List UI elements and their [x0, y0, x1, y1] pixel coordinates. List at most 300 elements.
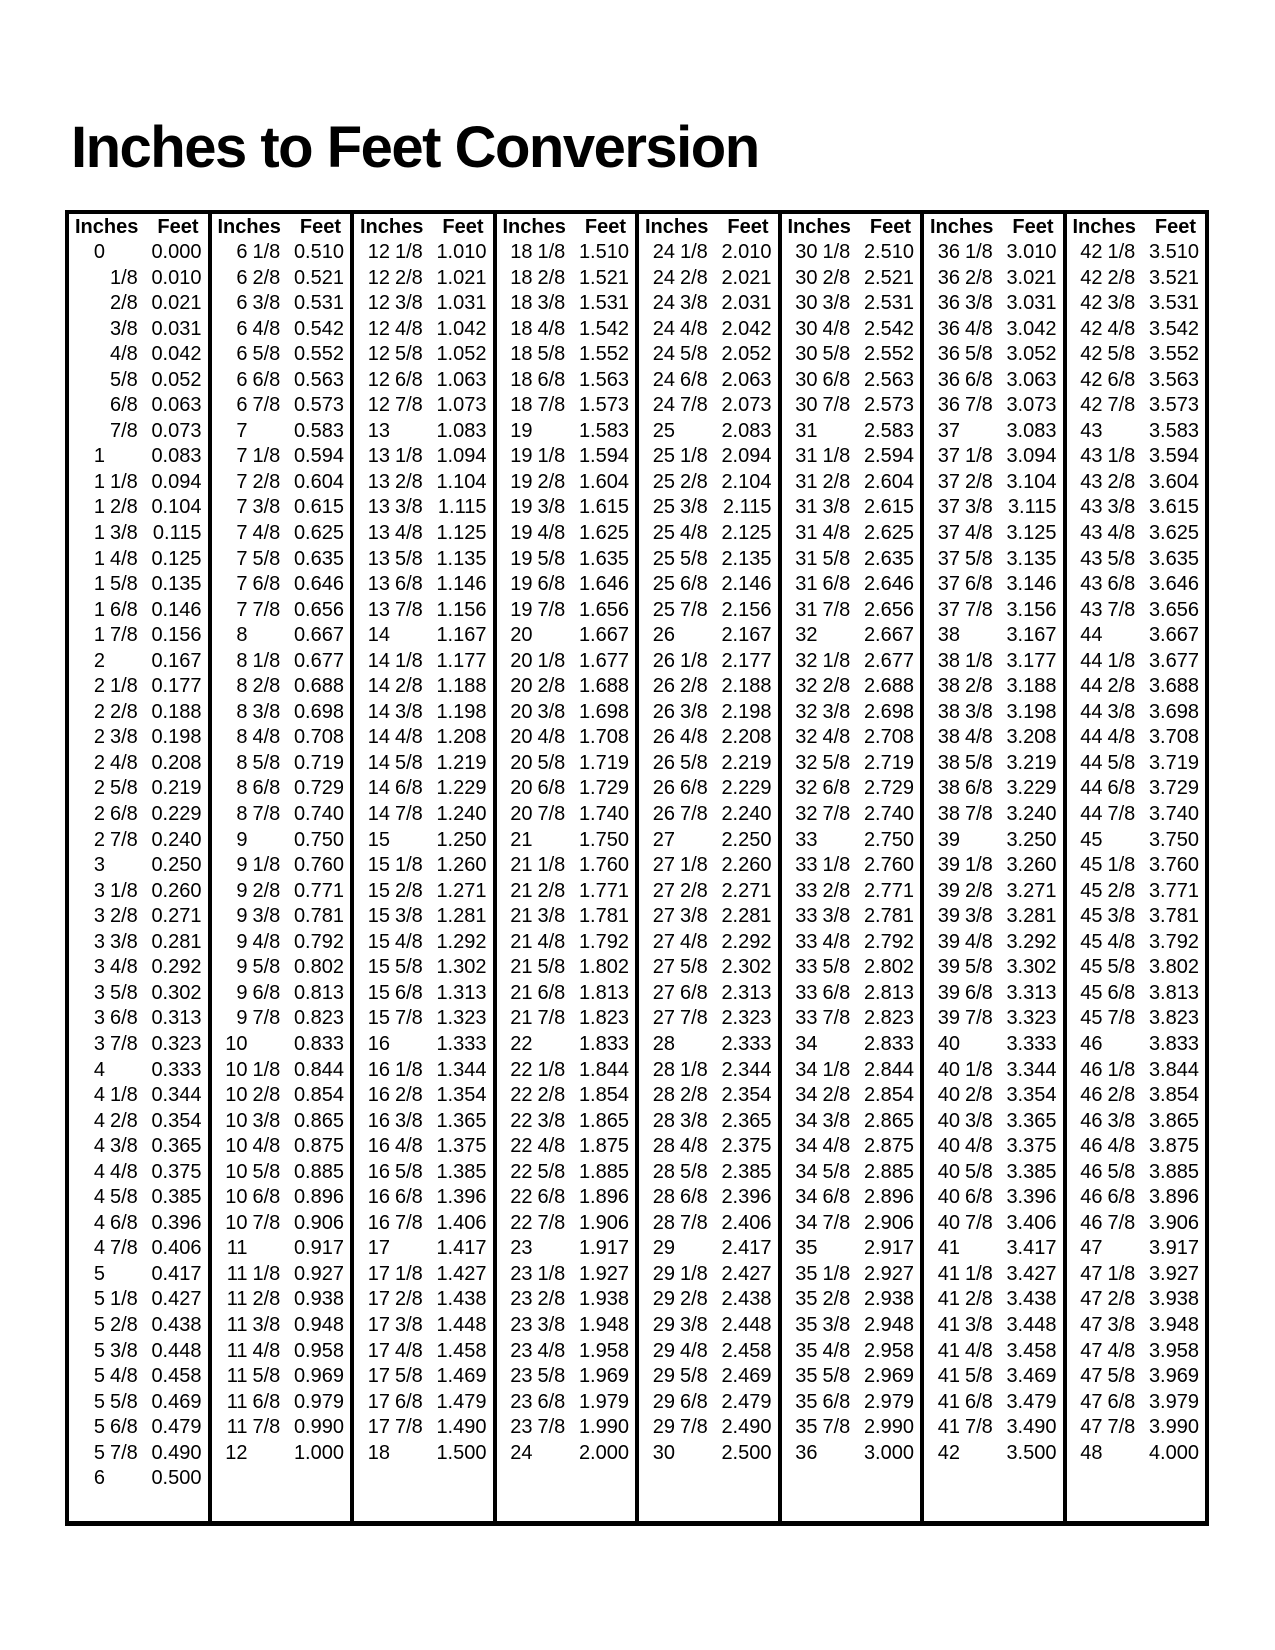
- table-row: [212, 1134, 351, 1160]
- table-row: [639, 1160, 778, 1186]
- inches-fraction-cell: 1/8: [537, 445, 566, 468]
- inches-fraction-cell: 4/8: [110, 1160, 138, 1183]
- inches-fraction-cell: 5/8: [822, 343, 851, 366]
- inches-whole-cell: 34: [795, 1135, 818, 1158]
- table-row: [69, 266, 208, 292]
- table-row: [924, 240, 1063, 266]
- feet-cell: 1.542: [578, 317, 629, 340]
- feet-cell: 3.510: [1148, 241, 1199, 263]
- inches-fraction-cell: 2/8: [1107, 1084, 1136, 1107]
- feet-cell: 3.656: [1148, 598, 1199, 621]
- feet-cell: 3.760: [1148, 854, 1199, 877]
- table-row: [212, 879, 351, 905]
- inches-fraction-cell: 6/8: [822, 368, 851, 391]
- inches-whole-cell: 13: [367, 445, 390, 468]
- feet-cell: 2.052: [721, 343, 772, 366]
- inches-whole-cell: 4: [93, 1186, 105, 1209]
- inches-fraction-cell: 3/8: [1107, 700, 1136, 723]
- table-row: [924, 1185, 1063, 1211]
- feet-cell: 1.854: [578, 1084, 629, 1107]
- inches-whole-cell: 10: [225, 1211, 248, 1234]
- feet-header: Feet: [157, 216, 199, 238]
- table-row: [212, 495, 351, 521]
- inches-whole-cell: 18: [510, 292, 533, 315]
- inches-fraction-cell: 2/8: [110, 905, 138, 928]
- table-row: [639, 1364, 778, 1390]
- table-row: [639, 444, 778, 470]
- table-row: [354, 266, 493, 292]
- inches-whole-cell: 20: [510, 700, 533, 723]
- inches-whole-cell: 42: [1080, 368, 1103, 391]
- inches-whole-cell: 19: [510, 573, 533, 596]
- table-row: [354, 1083, 493, 1109]
- inches-whole-cell: 11: [226, 1288, 248, 1311]
- table-row: [639, 802, 778, 828]
- inches-fraction-cell: 7/8: [965, 1007, 993, 1030]
- inches-whole-cell: 21: [510, 1007, 533, 1030]
- inches-fraction-cell: 3/8: [537, 496, 566, 519]
- feet-cell: 0.615: [293, 496, 344, 519]
- inches-whole-cell: 11: [226, 1416, 248, 1439]
- inches-fraction-cell: 2/8: [680, 675, 708, 698]
- table-row: [212, 393, 351, 419]
- feet-cell: 3.260: [1006, 854, 1057, 877]
- inches-fraction-cell: 6/8: [965, 981, 993, 1004]
- feet-cell: 1.458: [436, 1339, 487, 1362]
- inches-fraction-cell: [1108, 828, 1140, 854]
- feet-cell: 2.385: [721, 1160, 772, 1183]
- inches-fraction-cell: 2/8: [252, 675, 281, 698]
- inches-whole-cell: 28: [652, 1135, 675, 1158]
- table-row: [497, 700, 636, 726]
- inches-whole-cell: 27: [652, 981, 675, 1004]
- inches-fraction-cell: 1/8: [680, 1058, 708, 1081]
- feet-cell: 0.771: [293, 879, 344, 902]
- inches-fraction-cell: 3/8: [537, 700, 566, 723]
- inches-fraction-cell: 6/8: [680, 777, 708, 800]
- table-row: [497, 930, 636, 956]
- table-row: [924, 930, 1063, 956]
- inches-fraction-cell: 6/8: [395, 981, 423, 1004]
- inches-fraction-cell: 2/8: [537, 1288, 566, 1311]
- inches-whole-cell: 24: [652, 368, 675, 391]
- table-row: [782, 1390, 921, 1416]
- inches-whole-cell: 41: [937, 1237, 960, 1260]
- inches-fraction-cell: 7/8: [680, 1211, 708, 1234]
- table-row: [354, 1339, 493, 1365]
- inches-whole-cell: 26: [652, 726, 675, 749]
- feet-cell: 1.813: [578, 981, 629, 1004]
- inches-whole-cell: 24: [652, 241, 675, 263]
- feet-cell: 1.604: [578, 470, 629, 493]
- inches-fraction-cell: [110, 1466, 142, 1492]
- inches-whole-cell: 22: [510, 1135, 533, 1158]
- inches-whole-cell: 19: [510, 598, 533, 621]
- table-row: [924, 368, 1063, 394]
- inches-fraction-cell: 2/8: [822, 879, 851, 902]
- inches-whole-cell: 32: [795, 649, 818, 672]
- table-row: [354, 1032, 493, 1058]
- feet-cell: 0.240: [151, 828, 202, 851]
- inches-fraction-cell: 7/8: [537, 598, 566, 621]
- inches-fraction-cell: 3/8: [537, 1313, 566, 1336]
- inches-fraction-cell: 3/8: [252, 700, 281, 723]
- inches-fraction-cell: 6/8: [252, 1186, 281, 1209]
- table-row: [69, 1109, 208, 1135]
- table-row: [639, 1032, 778, 1058]
- inches-whole-cell: 5: [93, 1313, 105, 1336]
- feet-cell: 1.365: [436, 1109, 487, 1132]
- feet-cell: 1.802: [578, 956, 629, 979]
- feet-cell: 0.563: [293, 368, 344, 391]
- inches-whole-cell: 40: [937, 1160, 960, 1183]
- table-row: [1067, 291, 1206, 317]
- inches-fraction-cell: 5/8: [1107, 1365, 1136, 1388]
- table-row: [924, 1390, 1063, 1416]
- table-row: [639, 700, 778, 726]
- table-row: [639, 1083, 778, 1109]
- table-row: [69, 930, 208, 956]
- inches-fraction-cell: 6/8: [395, 368, 423, 391]
- inches-whole-cell: 37: [937, 445, 960, 468]
- inches-whole-cell: 8: [236, 649, 248, 672]
- inches-whole-cell: 6: [236, 292, 248, 315]
- inches-whole-cell: 8: [236, 751, 248, 774]
- table-row: [212, 1262, 351, 1288]
- table-row: [924, 495, 1063, 521]
- inches-fraction-cell: 1/8: [252, 445, 281, 468]
- inches-fraction-cell: 6/8: [395, 573, 423, 596]
- table-row: [924, 700, 1063, 726]
- inches-whole-cell: 27: [652, 905, 675, 928]
- inches-whole-cell: 21: [510, 828, 533, 851]
- inches-whole-cell: 1: [93, 496, 105, 519]
- feet-cell: 1.573: [578, 394, 629, 417]
- inches-whole-cell: 44: [1080, 803, 1103, 826]
- feet-cell: 0.865: [293, 1109, 344, 1132]
- table-row: [212, 572, 351, 598]
- inches-fraction-cell: 3/8: [395, 496, 423, 519]
- feet-cell: 2.313: [721, 981, 772, 1004]
- table-row: [212, 955, 351, 981]
- inches-fraction-cell: 7/8: [965, 394, 993, 417]
- table-row: [639, 725, 778, 751]
- feet-cell: 0.938: [293, 1288, 344, 1311]
- table-row: [782, 342, 921, 368]
- inches-whole-cell: 43: [1080, 496, 1103, 519]
- feet-cell: 3.042: [1006, 317, 1057, 340]
- inches-fraction-cell: 4/8: [110, 547, 138, 570]
- table-row: [69, 1236, 208, 1262]
- inches-fraction-cell: 7/8: [252, 1416, 281, 1439]
- feet-cell: 0.896: [293, 1186, 344, 1209]
- table-row: [782, 240, 921, 266]
- table-row: [69, 828, 208, 854]
- table-header-row: [924, 214, 1063, 240]
- feet-cell: 1.042: [436, 317, 487, 340]
- inches-whole-cell: 7: [236, 445, 248, 468]
- feet-cell: 0.365: [151, 1135, 202, 1158]
- inches-whole-cell: 19: [510, 470, 533, 493]
- feet-cell: 2.479: [721, 1390, 772, 1413]
- table-row: [924, 419, 1063, 445]
- table-row: [497, 393, 636, 419]
- feet-cell: 3.271: [1006, 879, 1057, 902]
- inches-fraction-cell: 3/8: [252, 1313, 281, 1336]
- feet-cell: 3.906: [1148, 1211, 1199, 1234]
- feet-cell: 1.333: [436, 1032, 487, 1055]
- inches-fraction-cell: 1/8: [680, 445, 708, 468]
- inches-fraction-cell: [395, 623, 427, 649]
- table-row: [212, 598, 351, 624]
- inches-whole-cell: 39: [937, 956, 960, 979]
- table-row: [212, 1032, 351, 1058]
- inches-fraction-cell: 1/8: [965, 1058, 993, 1081]
- table-row: [354, 776, 493, 802]
- feet-cell: 3.406: [1006, 1211, 1057, 1234]
- inches-whole-cell: 6: [236, 266, 248, 289]
- inches-whole-cell: 26: [652, 624, 675, 647]
- feet-cell: 0.781: [293, 905, 344, 928]
- inches-whole-cell: 38: [937, 726, 960, 749]
- feet-cell: 2.354: [721, 1084, 772, 1107]
- inches-whole-cell: 39: [937, 854, 960, 877]
- inches-whole-cell: 39: [937, 1007, 960, 1030]
- inches-fraction-cell: 3/8: [110, 317, 138, 340]
- feet-cell: 1.625: [578, 522, 629, 545]
- table-row: [69, 1364, 208, 1390]
- table-row: [639, 930, 778, 956]
- table-row: [639, 1441, 778, 1467]
- inches-fraction-cell: 2/8: [680, 266, 708, 289]
- table-row: [354, 1390, 493, 1416]
- inches-whole-cell: 37: [937, 598, 960, 621]
- table-row: [497, 1211, 636, 1237]
- inches-whole-cell: 10: [225, 1160, 248, 1183]
- inches-whole-cell: 21: [510, 854, 533, 877]
- table-row: [354, 1211, 493, 1237]
- inches-fraction-cell: [680, 1032, 712, 1058]
- feet-cell: 3.177: [1006, 649, 1057, 672]
- feet-cell: 0.208: [151, 751, 202, 774]
- feet-cell: 0.188: [151, 700, 202, 723]
- feet-cell: 0.198: [151, 726, 202, 749]
- feet-cell: 0.958: [293, 1339, 344, 1362]
- feet-cell: 3.885: [1148, 1160, 1199, 1183]
- feet-cell: 2.990: [863, 1416, 914, 1439]
- inches-whole-cell: 29: [652, 1416, 675, 1439]
- inches-whole-cell: 33: [795, 905, 818, 928]
- inches-fraction-cell: 6/8: [680, 368, 708, 391]
- inches-whole-cell: 2: [93, 675, 105, 698]
- inches-fraction-cell: 5/8: [965, 1160, 993, 1183]
- inches-fraction-cell: 6/8: [1107, 777, 1136, 800]
- table-row: [497, 240, 636, 266]
- inches-whole-cell: 46: [1080, 1186, 1103, 1209]
- inches-fraction-cell: 3/8: [822, 1313, 851, 1336]
- table-row: [212, 317, 351, 343]
- page-title: Inches to Feet Conversion: [71, 115, 759, 180]
- inches-fraction-cell: 5/8: [965, 547, 993, 570]
- inches-fraction-cell: 4/8: [822, 522, 851, 545]
- table-row: [354, 240, 493, 266]
- inches-whole-cell: 6: [236, 241, 248, 263]
- inches-whole-cell: 17: [367, 1365, 390, 1388]
- conversion-table: [65, 210, 1209, 1526]
- inches-whole-cell: 35: [795, 1390, 818, 1413]
- inches-whole-cell: 18: [510, 343, 533, 366]
- inches-whole-cell: 27: [652, 879, 675, 902]
- inches-fraction-cell: 4/8: [1107, 1135, 1136, 1158]
- inches-whole-cell: 8: [236, 700, 248, 723]
- feet-cell: 3.750: [1148, 828, 1199, 851]
- table-row: [69, 1006, 208, 1032]
- table-row: [1067, 1134, 1206, 1160]
- inches-whole-cell: 14: [367, 777, 390, 800]
- table-row: [639, 547, 778, 573]
- feet-cell: 1.979: [578, 1390, 629, 1413]
- inches-whole-cell: 34: [795, 1160, 818, 1183]
- inches-whole-cell: 5: [93, 1365, 105, 1388]
- feet-cell: 2.500: [721, 1441, 772, 1464]
- inches-fraction-cell: 6/8: [537, 1186, 566, 1209]
- inches-fraction-cell: 1/8: [110, 1288, 138, 1311]
- inches-fraction-cell: 7/8: [395, 803, 423, 826]
- inches-fraction-cell: 4/8: [395, 1135, 423, 1158]
- inches-whole-cell: 25: [652, 496, 675, 519]
- feet-cell: 1.052: [436, 343, 487, 366]
- inches-fraction-cell: [395, 1441, 427, 1467]
- inches-whole-cell: 39: [937, 981, 960, 1004]
- feet-cell: 3.719: [1148, 751, 1199, 774]
- table-row: [354, 495, 493, 521]
- table-row: [639, 368, 778, 394]
- table-row: [924, 981, 1063, 1007]
- inches-whole-cell: 27: [652, 828, 675, 851]
- inches-whole-cell: 33: [795, 854, 818, 877]
- inches-fraction-cell: 5/8: [965, 343, 993, 366]
- inches-whole-cell: 22: [510, 1211, 533, 1234]
- table-row: [1067, 572, 1206, 598]
- inches-fraction-cell: [1108, 419, 1140, 445]
- inches-fraction-cell: 4/8: [822, 1339, 851, 1362]
- inches-whole-cell: 27: [652, 854, 675, 877]
- feet-cell: 0.510: [293, 241, 344, 263]
- feet-cell: 1.781: [578, 905, 629, 928]
- feet-header: Feet: [1012, 216, 1054, 238]
- feet-cell: 3.094: [1006, 445, 1057, 468]
- table-row: [354, 674, 493, 700]
- feet-cell: 2.271: [721, 879, 772, 902]
- table-row: [782, 572, 921, 598]
- inches-fraction-cell: 2/8: [822, 675, 851, 698]
- table-row: [639, 828, 778, 854]
- table-row: [354, 419, 493, 445]
- table-row: [924, 1441, 1063, 1467]
- inches-whole-cell: 10: [225, 1032, 248, 1055]
- table-row: [212, 725, 351, 751]
- feet-cell: 2.156: [721, 598, 772, 621]
- inches-fraction-cell: 5/8: [537, 547, 566, 570]
- table-row: [782, 904, 921, 930]
- table-row: [924, 1109, 1063, 1135]
- feet-cell: 2.635: [863, 547, 914, 570]
- feet-cell: 2.260: [721, 854, 772, 877]
- inches-whole-cell: 13: [367, 522, 390, 545]
- inches-whole-cell: 4: [93, 1084, 105, 1107]
- table-row: [212, 1390, 351, 1416]
- inches-whole-cell: 34: [795, 1032, 818, 1055]
- inches-whole-cell: 6: [236, 343, 248, 366]
- inches-fraction-cell: 1/8: [252, 854, 281, 877]
- feet-cell: 3.677: [1148, 649, 1199, 672]
- inches-whole-cell: 5: [93, 1390, 105, 1413]
- inches-fraction-cell: 5/8: [110, 368, 138, 391]
- inches-fraction-cell: [253, 828, 285, 854]
- inches-whole-cell: 47: [1080, 1262, 1103, 1285]
- table-row: [212, 240, 351, 266]
- table-row: [69, 649, 208, 675]
- inches-fraction-cell: 2/8: [965, 1288, 993, 1311]
- inches-whole-cell: 46: [1080, 1160, 1103, 1183]
- inches-whole-cell: 46: [1080, 1084, 1103, 1107]
- table-row: [69, 1287, 208, 1313]
- table-row: [1067, 802, 1206, 828]
- inches-fraction-cell: 7/8: [537, 1007, 566, 1030]
- inches-whole-cell: 20: [510, 649, 533, 672]
- inches-fraction-cell: 2/8: [822, 470, 851, 493]
- inches-fraction-cell: 4/8: [110, 343, 138, 366]
- table-row: [639, 1134, 778, 1160]
- feet-cell: 2.958: [863, 1339, 914, 1362]
- feet-cell: 0.146: [151, 598, 202, 621]
- inches-whole-cell: 3: [93, 930, 105, 953]
- feet-cell: 1.083: [436, 419, 487, 442]
- table-row: [782, 1058, 921, 1084]
- feet-cell: 3.552: [1148, 343, 1199, 366]
- table-row: [924, 623, 1063, 649]
- inches-whole-cell: 44: [1080, 649, 1103, 672]
- inches-fraction-cell: 5/8: [822, 1365, 851, 1388]
- table-row: [924, 904, 1063, 930]
- table-row: [1067, 419, 1206, 445]
- inches-whole-cell: 19: [510, 522, 533, 545]
- inches-whole-cell: 42: [1080, 394, 1103, 417]
- feet-cell: 1.583: [578, 419, 629, 442]
- inches-whole-cell: 47: [1080, 1288, 1103, 1311]
- inches-fraction-cell: 5/8: [252, 956, 281, 979]
- feet-cell: 0.229: [151, 803, 202, 826]
- feet-cell: 0.125: [151, 547, 202, 570]
- feet-cell: 0.917: [293, 1237, 344, 1260]
- inches-whole-cell: 14: [367, 700, 390, 723]
- inches-fraction-cell: 5/8: [537, 1160, 566, 1183]
- table-row: [69, 904, 208, 930]
- inches-whole-cell: 12: [367, 292, 390, 315]
- inches-whole-cell: 44: [1080, 726, 1103, 749]
- inches-whole-cell: 11: [226, 1390, 248, 1413]
- inches-fraction-cell: 3/8: [1107, 1313, 1136, 1336]
- feet-cell: 1.385: [436, 1160, 487, 1183]
- feet-cell: 3.625: [1148, 522, 1199, 545]
- feet-cell: 1.760: [578, 854, 629, 877]
- table-row: [782, 1109, 921, 1135]
- inches-whole-cell: 14: [367, 675, 390, 698]
- table-row: [1067, 1211, 1206, 1237]
- table-row: [1067, 904, 1206, 930]
- inches-whole-cell: 17: [367, 1288, 390, 1311]
- feet-cell: 3.969: [1148, 1365, 1199, 1388]
